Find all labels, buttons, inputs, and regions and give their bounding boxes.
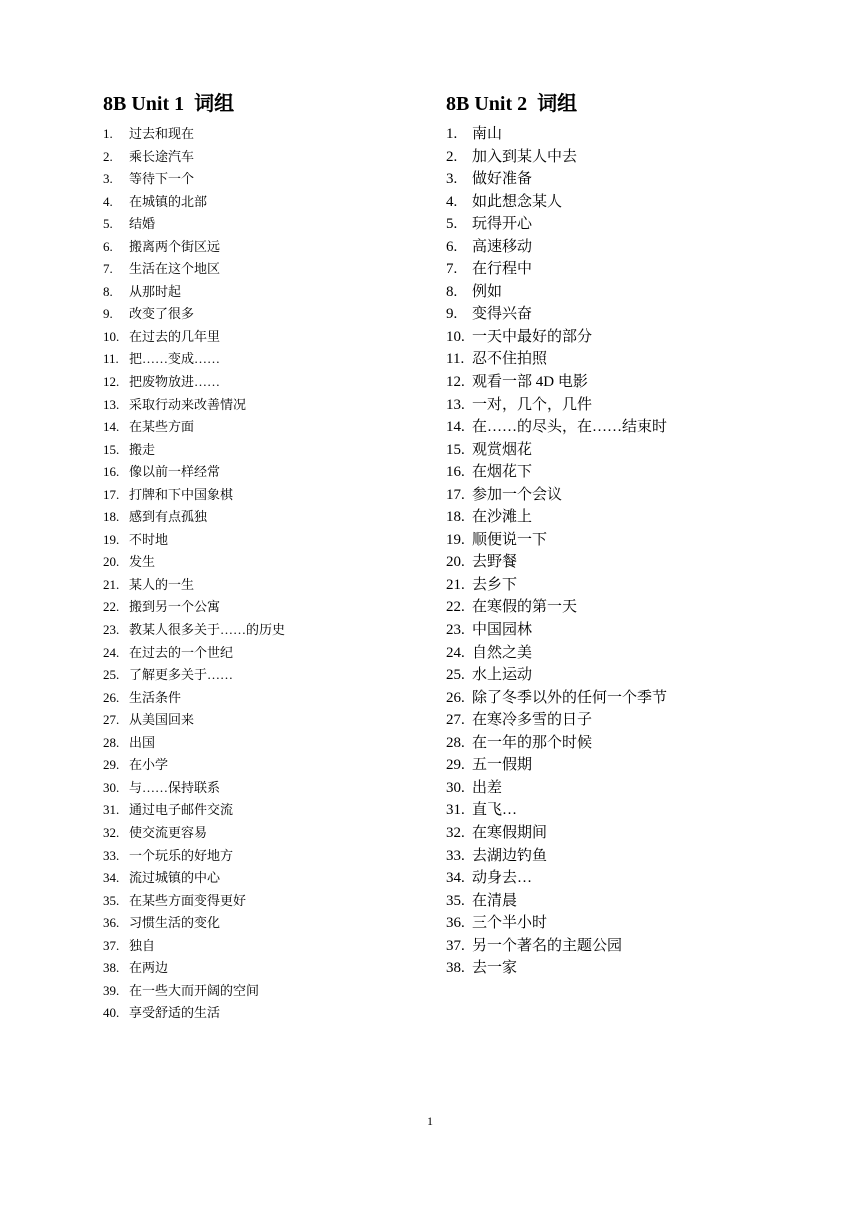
phrase-item	[103, 439, 423, 462]
phrase-number: 36.	[103, 915, 120, 931]
phrase-item	[446, 303, 816, 326]
phrase-number: 24.	[103, 644, 120, 660]
phrase-number: 6.	[446, 238, 458, 255]
phrase-item	[446, 394, 816, 417]
phrase-item	[103, 484, 423, 507]
phrase-number: 29.	[103, 757, 120, 773]
phrase-item	[446, 236, 816, 259]
phrase-text: 在烟花下	[472, 464, 533, 481]
phrase-item	[103, 777, 423, 800]
phrase-item	[446, 890, 816, 913]
phrase-number: 1.	[103, 126, 113, 141]
phrase-number: 21.	[103, 576, 120, 592]
phrase-text: 教某人很多关于……的历史	[129, 622, 286, 638]
phrase-text: 另一个著名的主题公园	[472, 937, 623, 954]
phrase-number: 31.	[446, 802, 465, 819]
phrase-text: 动身去…	[472, 870, 533, 887]
phrase-text: 搬离两个街区远	[129, 238, 221, 254]
phrase-text: 享受舒适的生活	[129, 1005, 221, 1021]
phrase-number: 14.	[446, 419, 465, 436]
phrase-text: 等待下一个	[129, 171, 195, 187]
phrase-number: 4.	[446, 193, 458, 210]
phrase-number: 10.	[103, 328, 120, 344]
phrase-item	[103, 506, 423, 529]
phrase-number: 13.	[446, 396, 465, 413]
phrase-text: 与……保持联系	[129, 779, 221, 795]
phrase-item	[446, 596, 816, 619]
phrase-number: 38.	[103, 960, 120, 976]
phrase-item	[103, 551, 423, 574]
phrase-number: 14.	[103, 419, 120, 435]
phrase-text: 使交流更容易	[129, 824, 208, 840]
phrase-text: 中国园林	[472, 622, 533, 639]
phrase-text: 出国	[129, 734, 156, 750]
phrase-item	[103, 348, 423, 371]
phrase-text: 感到有点孤独	[129, 509, 208, 525]
phrase-text: 独自	[129, 937, 156, 953]
phrase-number: 32.	[446, 824, 465, 841]
phrase-number: 23.	[103, 622, 120, 638]
phrase-text: 搬到另一个公寓	[129, 599, 221, 615]
phrase-text: 采取行动来改善情况	[129, 396, 247, 412]
phrase-text: 一个玩乐的好地方	[129, 847, 234, 863]
phrase-item	[446, 168, 816, 191]
phrase-number: 16.	[446, 464, 465, 481]
phrase-text: 通过电子邮件交流	[129, 802, 234, 818]
phrase-number: 20.	[446, 554, 465, 571]
phrase-item	[103, 845, 423, 868]
phrase-text: 水上运动	[472, 667, 533, 684]
phrase-number: 27.	[103, 712, 120, 728]
phrase-item	[103, 619, 423, 642]
unit2-title: 8B Unit 2 词组	[446, 93, 578, 115]
phrase-text: 去湖边钓鱼	[472, 847, 548, 864]
phrase-text: 在两边	[129, 960, 169, 976]
phrase-text: 在过去的一个世纪	[129, 644, 234, 660]
phrase-text: 在……的尽头，在……结束时	[472, 419, 668, 436]
phrase-item	[446, 326, 816, 349]
phrase-item	[446, 867, 816, 890]
phrase-text: 打牌和下中国象棋	[129, 486, 234, 502]
unit1-phrase-list	[103, 123, 423, 1025]
phrase-text: 加入到某人中去	[472, 148, 578, 165]
phrase-item	[446, 754, 816, 777]
phrase-number: 26.	[446, 689, 465, 706]
phrase-item	[103, 529, 423, 552]
phrase-number: 4.	[103, 193, 113, 209]
phrase-number: 9.	[103, 306, 113, 322]
phrase-number: 22.	[103, 599, 120, 615]
phrase-text: 观看一部 4D 电影	[472, 374, 588, 391]
phrase-text: 生活条件	[129, 689, 182, 705]
phrase-number: 10.	[446, 328, 465, 345]
phrase-item	[103, 168, 423, 191]
phrase-item	[446, 416, 816, 439]
phrase-number: 26.	[103, 689, 120, 705]
phrase-number: 5.	[103, 216, 113, 232]
phrase-number: 7.	[446, 261, 458, 278]
phrase-number: 22.	[446, 599, 465, 616]
phrase-text: 自然之美	[472, 644, 533, 661]
phrase-text: 在行程中	[472, 261, 533, 278]
phrase-item	[446, 484, 816, 507]
phrase-number: 16.	[103, 464, 120, 480]
phrase-text: 习惯生活的变化	[129, 915, 221, 931]
phrase-item	[103, 596, 423, 619]
page-number: 1	[427, 1114, 433, 1128]
phrase-text: 搬走	[129, 441, 156, 457]
unit1-phrase-column	[103, 90, 423, 1025]
phrase-text: 乘长途汽车	[129, 148, 195, 164]
phrase-number: 30.	[103, 779, 120, 795]
phrase-number: 37.	[103, 937, 120, 953]
phrase-number: 39.	[103, 982, 120, 998]
phrase-number: 8.	[103, 283, 113, 299]
phrase-number: 30.	[446, 779, 465, 796]
phrase-text: 在某些方面变得更好	[129, 892, 247, 908]
phrase-number: 18.	[103, 509, 120, 525]
phrase-number: 11.	[446, 351, 465, 368]
phrase-number: 35.	[103, 892, 120, 908]
phrase-text: 忍不住拍照	[472, 351, 548, 368]
phrase-item	[446, 799, 816, 822]
phrase-item	[103, 709, 423, 732]
phrase-text: 发生	[129, 554, 156, 570]
phrase-text: 了解更多关于……	[129, 667, 234, 683]
phrase-item	[446, 213, 816, 236]
phrase-item	[103, 957, 423, 980]
phrase-item	[446, 574, 816, 597]
phrase-text: 除了冬季以外的任何一个季节	[472, 689, 668, 706]
phrase-item	[103, 326, 423, 349]
phrase-number: 31.	[103, 802, 120, 818]
phrase-number: 32.	[103, 824, 120, 840]
phrase-text: 参加一个会议	[472, 486, 563, 503]
phrase-number: 3.	[103, 171, 113, 187]
phrase-number: 19.	[103, 531, 120, 547]
phrase-number: 35.	[446, 892, 465, 909]
phrase-text: 五一假期	[472, 757, 533, 774]
phrase-text: 三个半小时	[472, 915, 548, 932]
phrase-text: 做好准备	[472, 171, 533, 188]
phrase-text: 在城镇的北部	[129, 193, 208, 209]
phrase-item	[103, 732, 423, 755]
phrase-text: 变得兴奋	[472, 306, 533, 323]
phrase-text: 去野餐	[472, 554, 518, 571]
phrase-number: 8.	[446, 283, 458, 300]
phrase-number: 33.	[446, 847, 465, 864]
phrase-number: 29.	[446, 757, 465, 774]
phrase-number: 15.	[103, 441, 120, 457]
phrase-item	[446, 619, 816, 642]
phrase-item	[446, 551, 816, 574]
phrase-text: 改变了很多	[129, 306, 195, 322]
phrase-text: 去乡下	[472, 576, 518, 593]
phrase-text: 在一年的那个时候	[472, 734, 593, 751]
phrase-item	[103, 687, 423, 710]
phrase-item	[446, 371, 816, 394]
phrase-text: 在寒假的第一天	[472, 599, 578, 616]
phrase-item	[103, 461, 423, 484]
phrase-text: 如此想念某人	[472, 193, 563, 210]
phrase-text: 在一些大而开阔的空间	[129, 982, 260, 998]
phrase-item	[446, 461, 816, 484]
phrase-text: 在寒冷多雪的日子	[472, 712, 593, 729]
phrase-number: 34.	[103, 870, 120, 886]
phrase-item	[446, 146, 816, 169]
unit2-phrase-column	[446, 90, 816, 980]
phrase-item	[446, 687, 816, 710]
unit2-phrase-list	[446, 123, 816, 980]
phrase-item	[446, 709, 816, 732]
phrase-item	[103, 799, 423, 822]
phrase-item	[103, 123, 423, 146]
phrase-item	[103, 236, 423, 259]
phrase-text: 生活在这个地区	[129, 261, 221, 277]
phrase-text: 出差	[472, 779, 503, 796]
phrase-item	[103, 1002, 423, 1025]
phrase-text: 把废物放进……	[129, 374, 221, 390]
phrase-number: 40.	[103, 1005, 120, 1021]
phrase-number: 38.	[446, 960, 465, 977]
phrase-item	[103, 574, 423, 597]
phrase-number: 1.	[446, 126, 458, 142]
phrase-number: 5.	[446, 216, 458, 233]
phrase-number: 28.	[103, 734, 120, 750]
phrase-item	[103, 754, 423, 777]
phrase-item	[446, 123, 816, 146]
phrase-item	[446, 664, 816, 687]
phrase-number: 3.	[446, 171, 458, 188]
phrase-item	[103, 416, 423, 439]
phrase-number: 2.	[103, 148, 113, 164]
phrase-item	[446, 506, 816, 529]
phrase-item	[103, 303, 423, 326]
phrase-number: 19.	[446, 531, 465, 548]
phrase-number: 15.	[446, 441, 465, 458]
phrase-item	[446, 912, 816, 935]
phrase-text: 过去和现在	[129, 126, 195, 141]
phrase-text: 例如	[472, 283, 503, 300]
phrase-number: 27.	[446, 712, 465, 729]
phrase-text: 在小学	[129, 757, 169, 773]
phrase-text: 在沙滩上	[472, 509, 533, 526]
phrase-text: 在过去的几年里	[129, 328, 221, 344]
phrase-item	[446, 258, 816, 281]
phrase-item	[103, 394, 423, 417]
phrase-item	[446, 281, 816, 304]
phrase-item	[446, 439, 816, 462]
phrase-item	[446, 822, 816, 845]
phrase-number: 7.	[103, 261, 113, 277]
phrase-number: 33.	[103, 847, 120, 863]
phrase-number: 36.	[446, 915, 465, 932]
phrase-number: 6.	[103, 238, 113, 254]
phrase-text: 一对，几个，几件	[472, 396, 593, 413]
phrase-text: 顺便说一下	[472, 531, 548, 548]
phrase-item	[446, 732, 816, 755]
phrase-item	[103, 867, 423, 890]
phrase-item	[446, 957, 816, 980]
phrase-item	[103, 146, 423, 169]
phrase-number: 12.	[446, 374, 465, 391]
phrase-number: 17.	[446, 486, 465, 503]
phrase-number: 37.	[446, 937, 465, 954]
phrase-number: 24.	[446, 644, 465, 661]
phrase-item	[446, 642, 816, 665]
phrase-text: 结婚	[129, 216, 156, 232]
phrase-item	[103, 281, 423, 304]
phrase-item	[103, 642, 423, 665]
phrase-item	[103, 258, 423, 281]
phrase-text: 在清晨	[472, 892, 518, 909]
phrase-item	[103, 191, 423, 214]
phrase-number: 21.	[446, 576, 465, 593]
phrase-number: 2.	[446, 148, 458, 165]
phrase-number: 28.	[446, 734, 465, 751]
phrase-text: 像以前一样经常	[129, 464, 221, 480]
phrase-item	[446, 777, 816, 800]
phrase-text: 某人的一生	[129, 576, 195, 592]
phrase-item	[446, 191, 816, 214]
phrase-item	[103, 664, 423, 687]
phrase-text: 去一家	[472, 960, 518, 977]
phrase-item	[446, 935, 816, 958]
phrase-item	[103, 980, 423, 1003]
phrase-text: 在某些方面	[129, 419, 195, 435]
phrase-text: 不时地	[129, 531, 169, 547]
unit1-title: 8B Unit 1 词组	[103, 93, 235, 115]
phrase-text: 把……变成……	[129, 351, 221, 367]
phrase-item	[103, 912, 423, 935]
phrase-number: 12.	[103, 374, 120, 390]
phrase-number: 25.	[446, 667, 465, 684]
phrase-text: 流过城镇的中心	[129, 870, 221, 886]
phrase-text: 从那时起	[129, 283, 182, 299]
phrase-text: 直飞…	[472, 802, 518, 819]
phrase-number: 17.	[103, 486, 120, 502]
phrase-number: 9.	[446, 306, 458, 323]
phrase-text: 玩得开心	[472, 216, 533, 233]
phrase-text: 从美国回来	[129, 712, 195, 728]
phrase-number: 11.	[103, 351, 119, 367]
phrase-item	[103, 371, 423, 394]
phrase-item	[103, 822, 423, 845]
phrase-text: 观赏烟花	[472, 441, 533, 458]
phrase-item	[446, 845, 816, 868]
phrase-number: 25.	[103, 667, 120, 683]
phrase-item	[103, 935, 423, 958]
phrase-number: 34.	[446, 870, 465, 887]
phrase-text: 一天中最好的部分	[472, 328, 593, 345]
phrase-text: 在寒假期间	[472, 824, 548, 841]
phrase-item	[103, 213, 423, 236]
phrase-item	[103, 890, 423, 913]
phrase-text: 高速移动	[472, 238, 533, 255]
phrase-item	[446, 348, 816, 371]
phrase-number: 20.	[103, 554, 120, 570]
phrase-text: 南山	[472, 126, 503, 142]
phrase-item	[446, 529, 816, 552]
phrase-number: 23.	[446, 622, 465, 639]
phrase-number: 18.	[446, 509, 465, 526]
phrase-number: 13.	[103, 396, 120, 412]
